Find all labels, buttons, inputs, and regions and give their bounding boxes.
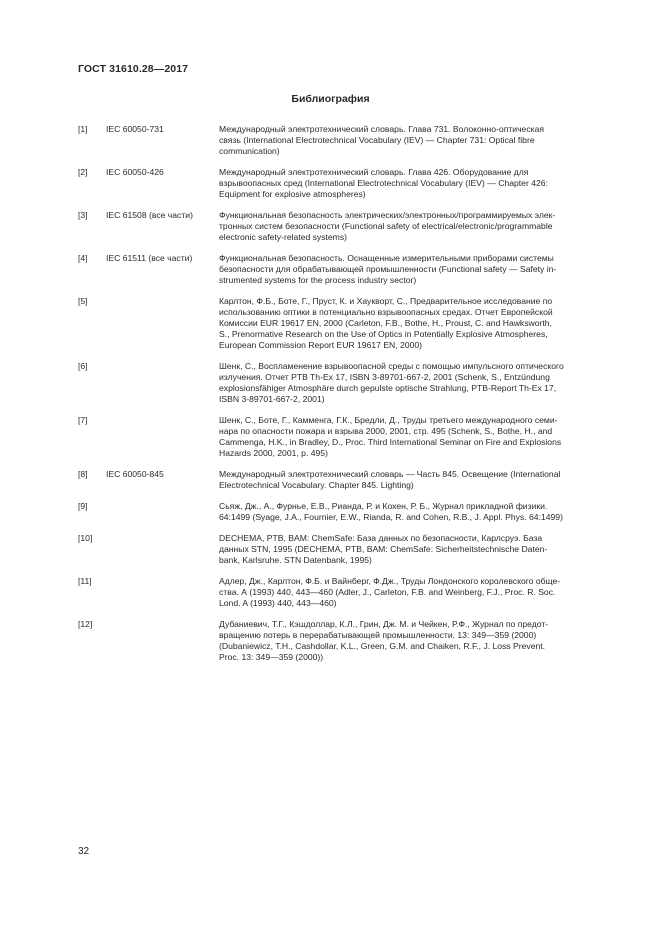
entry-text: Шенк, С., Воспламенение взрывоопасной среды с помощью импульсного оптического излучения. Отчет PTB Th-Ex 17, ISBN 3-89701-667-2, 2001 (Schenk, S., Entzündung explosionsfähiger Atmosphäre durch gepulste optische Strahlung, PTB-Report Th-Ex 17, ISBN 3-89701-667-2, 2001) bbox=[219, 361, 564, 404]
entry-number: [4] bbox=[78, 253, 88, 263]
bibliography-entry bbox=[78, 361, 618, 405]
bibliography-entry bbox=[78, 576, 618, 609]
bibliography-title: Библиография bbox=[291, 93, 370, 105]
entry-text: Шенк, С., Боте, Г., Камменга, Г.К., Бредли, Д., Труды третьего международного семи- нара по опасности пожара и взрыва 2000, 2001, стр. 495 (Schenk, S., Bothe, H., and Cammenga, H.K., in Bradley, D., Proc. Third International Seminar on Fire and Explosions Hazards 2000, 2001, p. 495) bbox=[219, 415, 562, 458]
entry-text: Адлер, Дж., Карлтон, Ф.Б. и Вайнберг, Ф.Дж., Труды Лондонского королевского обще- ства. А (1993) 440, 443—460 (Adler, J., Carleton, F.B. and Weinberg, F.J., Proc. R. Soc. Lond. A (1993) 440, 443—460) bbox=[219, 576, 561, 608]
entry-standard: IEC 61508 (все части) bbox=[106, 210, 193, 220]
entry-standard: IEC 60050-845 bbox=[106, 469, 164, 479]
standard-code: ГОСТ 31610.28—2017 bbox=[78, 63, 189, 75]
entry-standard: IEC 60050-731 bbox=[106, 124, 164, 134]
bibliography-entry bbox=[78, 210, 618, 243]
bibliography-entry bbox=[78, 533, 618, 566]
bibliography-list bbox=[78, 124, 618, 663]
entry-number: [7] bbox=[78, 415, 88, 425]
entry-number: [10] bbox=[78, 533, 93, 543]
bibliography-entry bbox=[78, 501, 618, 523]
entry-number: [8] bbox=[78, 469, 88, 479]
bibliography-entry bbox=[78, 415, 618, 459]
entry-number: [1] bbox=[78, 124, 88, 134]
entry-text: DECHEMA, PTB, BAM: ChemSafe: База данных по безопасности, Карлсруэ. База данных STN, 1995 (DECHEMA, PTB, BAM: ChemSafe: Sicherheitstechnische Daten- bank, Karlsruhe. STN Datenbank, 1995) bbox=[219, 533, 548, 565]
entry-number: [11] bbox=[78, 576, 92, 586]
entry-text: Сьяж, Дж., А., Фурнье, Е.В., Рианда, Р. и Кохен, Р. Б., Журнал прикладной физики. 64:1499 (Syage, J.A., Fournier, E.W., Rianda, R. and Cohen, R.B., J. Appl. Phys. 64:1499) bbox=[219, 501, 563, 522]
entry-number: [6] bbox=[78, 361, 88, 371]
page-number: 32 bbox=[78, 846, 90, 857]
entry-text: Международный электротехнический словарь. Глава 426. Оборудование для взрывоопасных сред (International Electrotechnical Vocabulary (IEV) — Chapter 426: Equipment for explosive atmospheres) bbox=[219, 167, 548, 199]
entry-number: [5] bbox=[78, 296, 88, 306]
bibliography-entry bbox=[78, 253, 618, 286]
entry-text: Международный электротехнический словарь — Часть 845. Освещение (International Electrotechnical Vocabulary. Chapter 845. Lighting) bbox=[219, 469, 561, 490]
entry-number: [12] bbox=[78, 619, 93, 629]
bibliography-entry bbox=[78, 619, 618, 663]
bibliography-entry bbox=[78, 124, 618, 157]
entry-text: Карлтон, Ф.Б., Боте, Г., Пруст, К. и Хаукворт, С., Предварительное исследование по использованию оптики в потенциально взрывоопасных средах. Отчет Европейской Комиссии EUR 19617 EN, 2000 (Carleton, F.B., Bothe, H., Proust, C. and Hawksworth, S., Prenormative Research on the Use of Optics in Potentially Explosive Atmospheres, European Commission Report EUR 19617 EN, 2000) bbox=[219, 296, 553, 350]
entry-standard: IEC 61511 (все части) bbox=[106, 253, 193, 263]
entry-standard: IEC 60050-426 bbox=[106, 167, 164, 177]
entry-text: Функциональная безопасность. Оснащенные измерительными приборами системы безопасности для обрабатывающей промышленности (Functional safety — Safety in- strumented systems for the process industry sector) bbox=[219, 253, 557, 285]
bibliography-entry bbox=[78, 296, 618, 351]
entry-text: Функциональная безопасность электрических/электронных/программируемых элек- тронных систем безопасности (Functional safety of electrical/electronic/programmable electronic safety-related systems) bbox=[219, 210, 556, 242]
entry-number: [3] bbox=[78, 210, 88, 220]
entry-number: [9] bbox=[78, 501, 88, 511]
bibliography-entry bbox=[78, 469, 618, 491]
entry-number: [2] bbox=[78, 167, 88, 177]
bibliography-entry bbox=[78, 167, 618, 200]
entry-text: Международный электротехнический словарь. Глава 731. Волоконно-оптическая связь (International Electrotechnical Vocabulary (IEV) — Chapter 731: Optical fibre communication) bbox=[219, 124, 545, 156]
entry-text: Дубаниевич, Т.Г., Кэшдоллар, К.Л., Грин, Дж. М. и Чейкен, Р.Ф., Журнал по предот- вращению потерь в перерабатывающей промышленности. 13: 349—359 (2000) (Dubaniewicz, T.H., Cashdollar, K.L., Green, G.M. and Chaiken, R.F., J. Loss Prevent. Proc. 13: 349—359 (2000)) bbox=[219, 619, 549, 662]
